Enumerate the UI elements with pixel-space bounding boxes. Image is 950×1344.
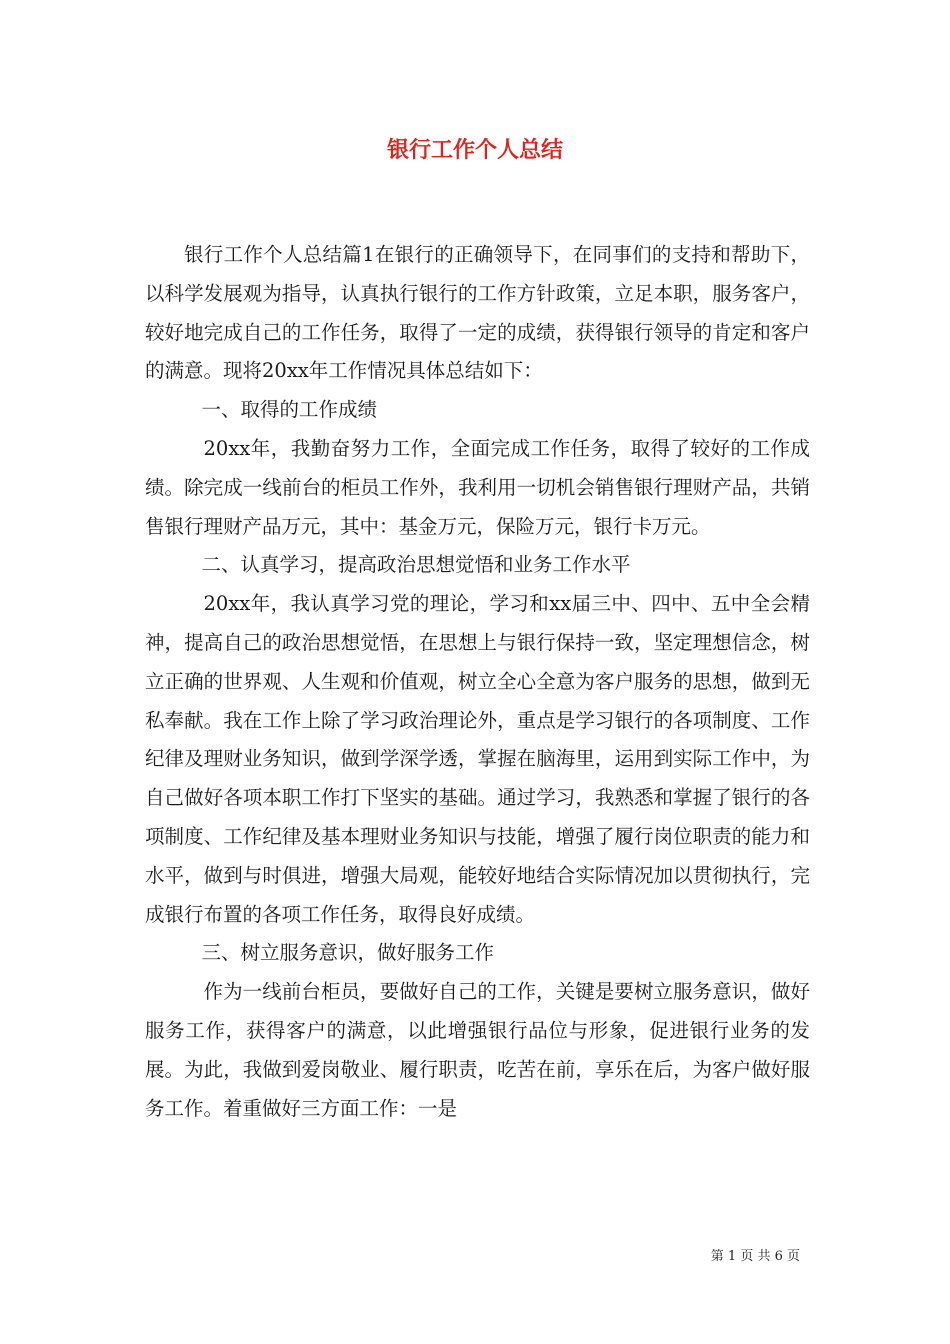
- section-heading-1: 一、取得的工作成绩: [201, 398, 378, 422]
- paragraph-achievements: 20xx年，我勤奋努力工作，全面完成工作任务，取得了较好的工作成绩。除完成一线前台的柜员工作外，我利用一切机会销售银行理财产品，共销售银行理财产品万元，其中：基金万元，保险万元，银行卡万元。: [145, 436, 810, 538]
- section-heading-3: 三、树立服务意识，做好服务工作: [201, 941, 495, 965]
- document-body: [145, 236, 810, 1128]
- paragraph-service: 作为一线前台柜员，要做好自己的工作，关键是要树立服务意识，做好服务工作，获得客户的满意，以此增强银行品位与形象，促进银行业务的发展。为此，我做到爱岗敬业、履行职责，吃苦在前，享乐在后，为客户做好服务工作。着重做好三方面工作：一是: [145, 980, 810, 1120]
- document-title: 银行工作个人总结: [386, 137, 563, 163]
- page-number-footer: 第 1 页 共 6 页: [710, 1249, 800, 1264]
- paragraph-study: 20xx年，我认真学习党的理论，学习和xx届三中、四中、五中全会精神，提高自己的政治思想觉悟，在思想上与银行保持一致，坚定理想信念，树立正确的世界观、人生观和价值观，树立全心全意为客户服务的思想，做到无私奉献。我在工作上除了学习政治理论外，重点是学习银行的各项制度、工作纪律及理财业务知识，做到学深学透，掌握在脑海里，运用到实际工作中，为自己做好各项本职工作打下坚实的基础。通过学习，我熟悉和掌握了银行的各项制度、工作纪律及基本理财业务知识与技能，增强了履行岗位职责的能力和水平，做到与时俱进，增强大局观，能较好地结合实际情况加以贯彻执行，完成银行布置的各项工作任务，取得良好成绩。: [145, 592, 810, 926]
- section-heading-2: 二、认真学习，提高政治思想觉悟和业务工作水平: [201, 553, 631, 577]
- paragraph-intro: 银行工作个人总结篇1在银行的正确领导下，在同事们的支持和帮助下，以科学发展观为指导，认真执行银行的工作方针政策，立足本职，服务客户，较好地完成自己的工作任务，取得了一定的成绩，获得银行领导的肯定和客户的满意。现将20xx年工作情况具体总结如下：: [145, 243, 810, 383]
